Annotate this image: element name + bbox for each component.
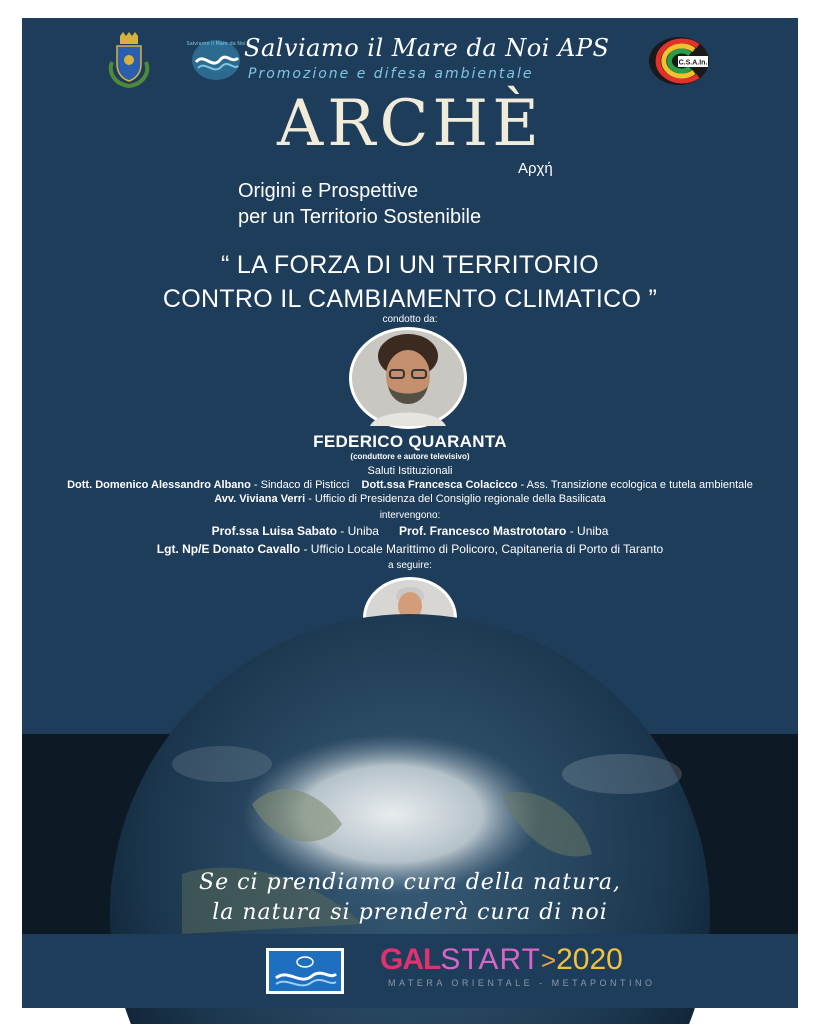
organizer-name: Salviamo il Mare da Noi APS [244,34,610,62]
event-headline [22,248,798,316]
salviamo-mare-logo-icon [186,36,246,82]
host-portrait-photo [348,326,468,430]
gal-prefix: GAL [380,943,441,976]
event-title-greek: Αρχή [518,160,553,177]
interventions-row-1 [22,524,798,538]
org-logo-caption: Salviamo il Mare da Noi [186,41,246,47]
interventions-row-2 [22,542,798,556]
institutional-row-1 [22,479,798,491]
headline-line-1: “ LA FORZA DI UN TERRITORIO [220,251,600,279]
gal-subtitle: MATERA ORIENTALE - METAPONTINO [388,978,656,988]
subtitle-line-1: Origini e Prospettive [238,180,419,202]
organizer-tagline: Promozione e difesa ambientale [248,66,534,82]
event-subtitle [238,178,481,230]
speaker-mastrototaro-name: Prof. Francesco Mastrototaro [399,524,567,538]
speaker-albano-role: - Sindaco di Pisticci [250,479,350,491]
speaker-cavallo-role: - Ufficio Locale Marittimo di Policoro, Capitaneria di Porto di Taranto [300,542,664,556]
speaker-mastrototaro-role: - Uniba [566,524,609,538]
closing-quote-line-2: la natura si prenderà cura di noi [212,900,608,925]
speaker-colacicco-role: - Ass. Transizione ecologica e tutela ambientale [517,479,753,491]
host-name: FEDERICO QUARANTA [313,432,507,451]
show-intro: a seguire: [388,560,432,571]
gal-start-2020-logo [380,944,623,976]
institutional-row-2 [22,493,798,505]
csain-logo-text: C.S.A.In. [678,59,708,67]
subtitle-line-2: per un Territorio Sostenibile [238,206,482,228]
gal-arrow: > [540,945,557,975]
headline-line-2: CONTRO IL CAMBIAMENTO CLIMATICO ” [162,285,658,313]
csain-logo-icon [648,36,710,86]
speaker-albano-name: Dott. Domenico Alessandro Albano [67,479,251,491]
gal-year: 2020 [556,943,623,976]
closing-quote-line-1: Se ci prendiamo cura della natura, [199,870,621,895]
speaker-verri-name: Avv. Viviana Verri [214,493,306,505]
speaker-verri-role: - Ufficio di Presidenza del Consiglio regionale della Basilicata [305,493,606,505]
event-poster [22,18,798,1008]
gal-start: START [440,943,541,976]
speaker-sabato-name: Prof.ssa Luisa Sabato [211,524,337,538]
host-role: (conduttore e autore televisivo) [350,452,470,461]
host-intro: condotto da: [382,314,438,325]
institutional-heading: Saluti Istituzionali [367,465,453,477]
event-title: ARCHÈ [277,87,543,161]
blue-flag-logo-icon [266,948,344,994]
pisticci-crest-icon [106,32,152,88]
interventions-heading: intervengono: [379,510,441,521]
speaker-colacicco-name: Dott.ssa Francesca Colacicco [361,479,518,491]
speaker-sabato-role: - Uniba [336,524,379,538]
speaker-cavallo-name: Lgt. Np/E Donato Cavallo [156,542,301,556]
